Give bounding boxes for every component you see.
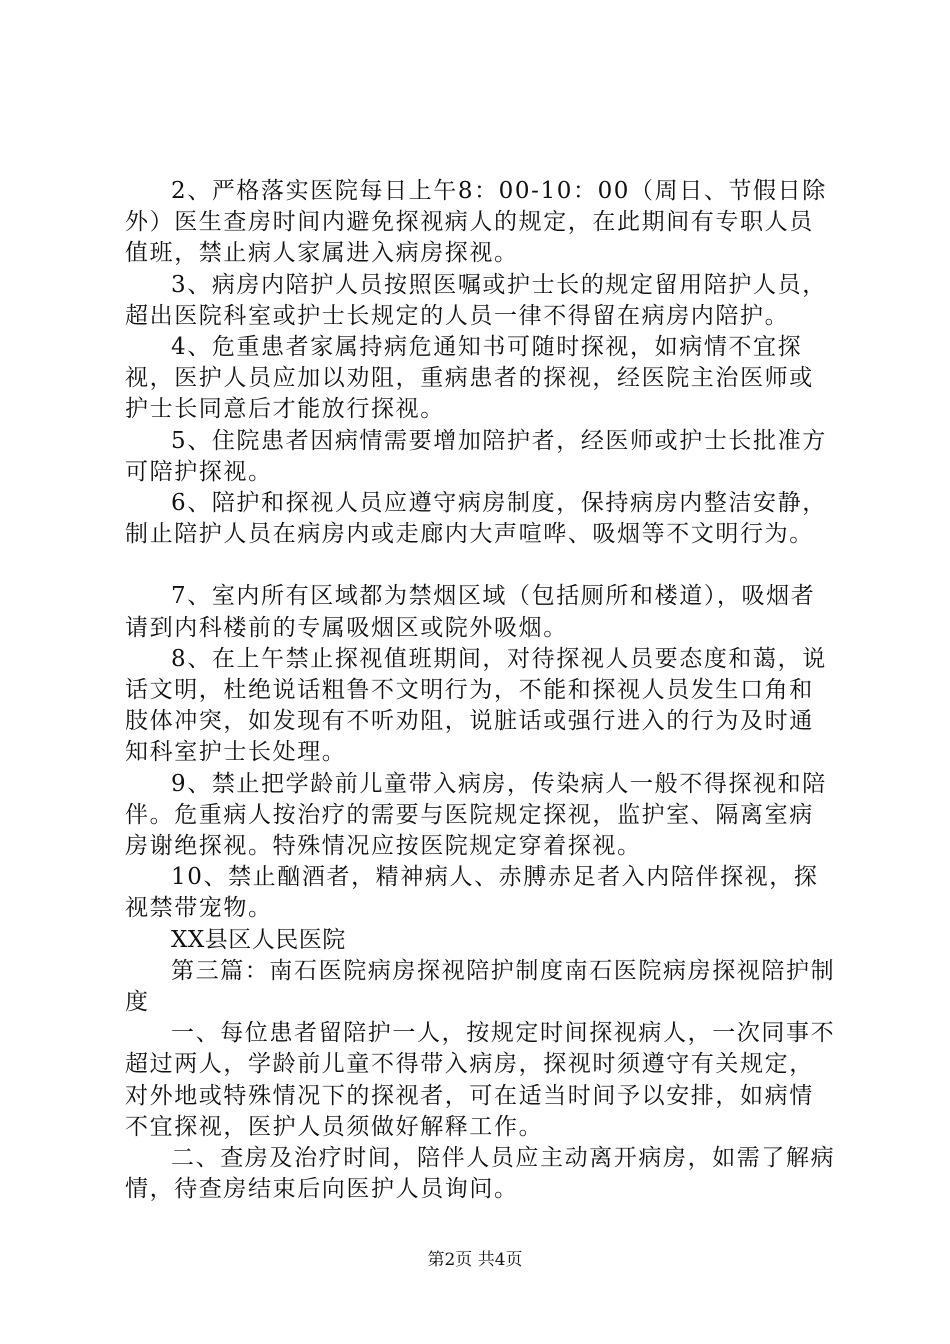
hospital-signature: XX县区人民医院 [171,926,346,953]
paragraph-item-10: 10、禁止酗酒者，精神病人、赤膊赤足者入内陪伴探视，探视禁带宠物。 [125,864,819,922]
paragraph-item-2: 2、严格落实医院每日上午8：00-10：00（周日、节假日除外）医生查房时间内避免探视病人的规定，在此期间有专职人员值班，禁止病人家属进入病房探视。 [125,178,827,267]
section-heading: 第三篇：南石医院病房探视陪护制度南石医院病房探视陪护制度 [125,957,836,1016]
paragraph-item-4: 4、危重患者家属持病危通知书可随时探视，如病情不宜探视，医护人员应加以劝阻，重病患者的探视，经医院主治医师或护士长同意后才能放行探视。 [125,334,814,423]
document-body [125,176,837,1206]
paragraph-rule-one: 一、每位患者留陪护一人，按规定时间探视病人，一次同事不超过两人，学龄前儿童不得带入病房，探视时须遵守有关规定，对外地或特殊情况下的探视者，可在适当时间予以安排，如病情不宜探视，医护人员须做好解释工作。 [125,1020,836,1140]
paragraph-item-5: 5、住院患者因病情需要增加陪护者，经医师或护士长批准方可陪护探视。 [125,427,827,485]
paragraph-item-8: 8、在上午禁止探视值班期间，对待探视人员要态度和蔼，说话文明，杜绝说话粗鲁不文明行为，不能和探视人员发生口角和肢体冲突，如发现有不听劝阻，说脏话或强行进入的行为及时通知科室护士长处理。 [125,645,827,766]
paragraph-item-6: 6、陪护和探视人员应遵守病房制度，保持病房内整洁安静，制止陪护人员在病房内或走廊内大声喧哗、吸烟等不文明行为。 [125,490,827,548]
paragraph-item-3: 3、病房内陪护人员按照医嘱或护士长的规定留用陪护人员，超出医院科室或护士长规定的人员一律不得留在病房内陪护。 [125,271,827,329]
paragraph-rule-two: 二、查房及治疗时间，陪伴人员应主动离开病房，如需了解病情，待查房结束后向医护人员询问。 [125,1145,836,1203]
page-number-footer: 第2页 共4页 [427,1250,523,1270]
paragraph-item-7: 7、室内所有区域都为禁烟区域（包括厕所和楼道），吸烟者请到内科楼前的专属吸烟区或院外吸烟。 [125,583,816,641]
paragraph-item-9: 9、禁止把学龄前儿童带入病房，传染病人一般不得探视和陪伴。危重病人按治疗的需要与医院规定探视，监护室、隔离室病房谢绝探视。特殊情况应按医院规定穿着探视。 [125,770,827,860]
